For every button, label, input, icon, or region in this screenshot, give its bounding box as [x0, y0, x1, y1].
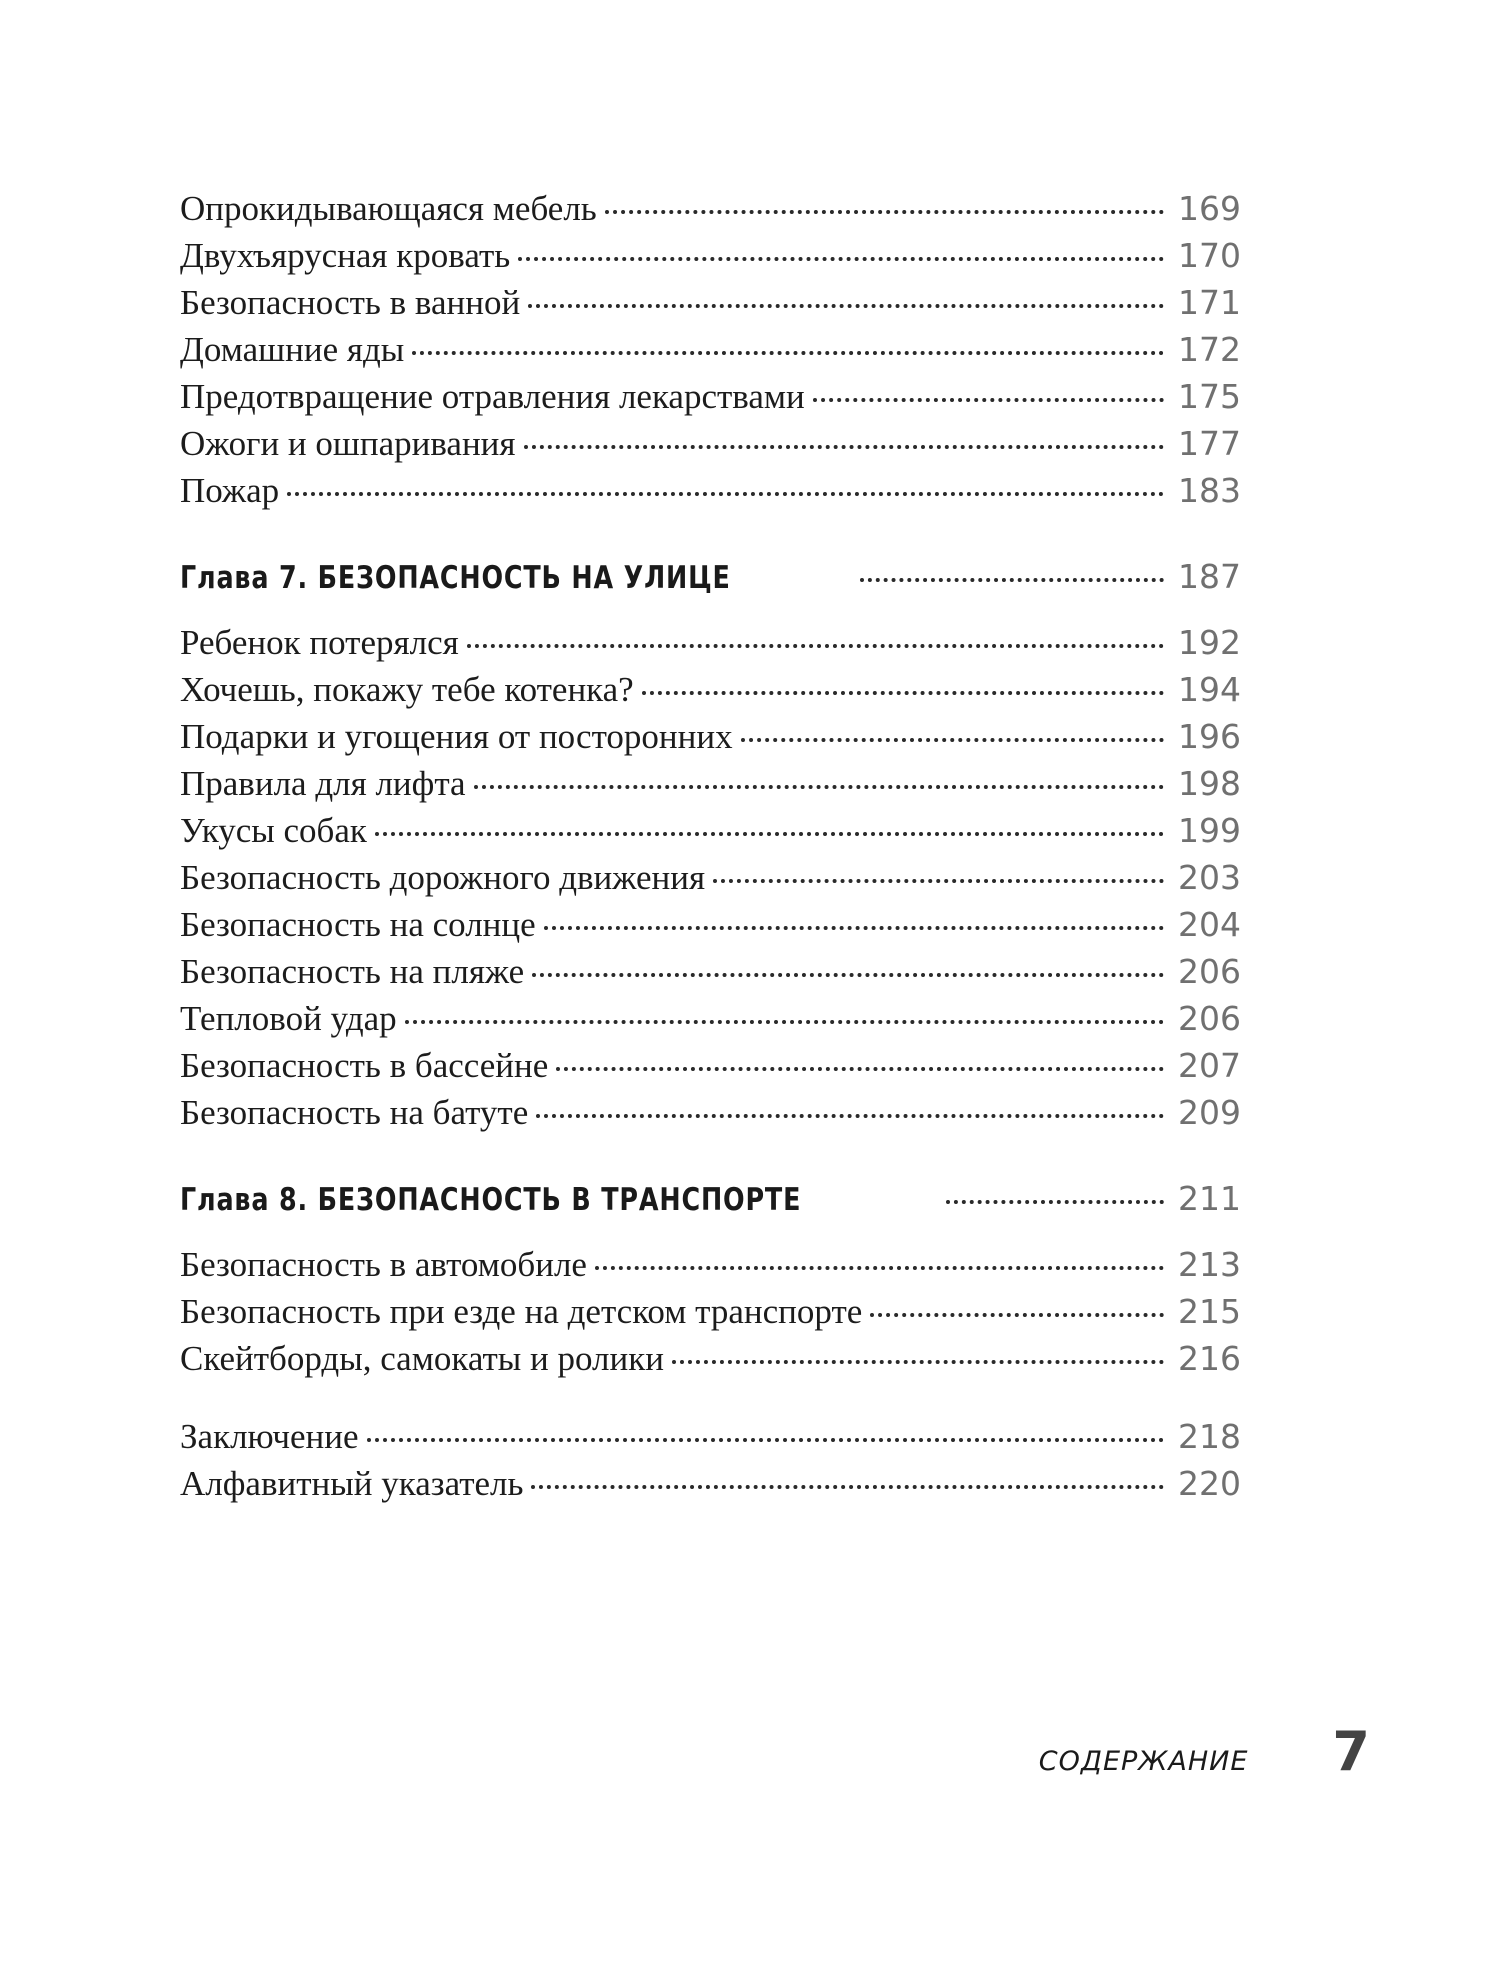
dot-leader — [531, 1485, 1164, 1489]
toc-entry[interactable] — [180, 1042, 1240, 1089]
toc-entry-page: 199 — [1178, 811, 1241, 850]
toc-entry[interactable] — [180, 1288, 1240, 1335]
toc-entry-page: 169 — [1178, 189, 1241, 228]
dot-leader — [713, 879, 1164, 883]
toc-entry-title: Безопасность при езде на детском транспорте — [180, 1292, 863, 1331]
toc-entry[interactable] — [180, 373, 1240, 420]
toc-entry-title: Алфавитный указатель — [180, 1464, 524, 1503]
dot-leader — [474, 785, 1164, 789]
toc-entry-title: Домашние яды — [180, 330, 405, 369]
toc-entry-title: Безопасность на батуте — [180, 1093, 529, 1132]
dot-leader — [524, 445, 1164, 449]
dot-leader — [544, 926, 1164, 930]
toc-entry-title: Тепловой удар — [180, 999, 397, 1038]
dot-leader — [532, 973, 1164, 977]
toc-entry-title: Опрокидывающаяся мебель — [180, 189, 597, 228]
toc-entry-title: Предотвращение отравления лекарствами — [180, 377, 805, 416]
toc-group-back-matter — [180, 1413, 1240, 1507]
dot-leader — [287, 492, 1164, 496]
toc-entry-page: 192 — [1178, 623, 1241, 662]
toc-chapter-8[interactable] — [180, 1169, 1240, 1229]
toc-entry-page: 203 — [1178, 858, 1241, 897]
toc-entry[interactable] — [180, 232, 1240, 279]
toc-entry-page: 172 — [1178, 330, 1241, 369]
running-head: СОДЕРЖАНИЕ — [1038, 1746, 1249, 1777]
toc-entry-title: Безопасность на солнце — [180, 905, 536, 944]
dot-leader — [367, 1438, 1165, 1442]
toc-entry[interactable] — [180, 326, 1240, 373]
toc-entry[interactable] — [180, 1335, 1240, 1382]
spacer — [180, 514, 1240, 547]
toc-entry-page: 177 — [1178, 424, 1241, 463]
toc-chapter-7[interactable] — [180, 547, 1240, 607]
toc-entry-title: Двухъярусная кровать — [180, 236, 511, 275]
table-of-contents — [180, 185, 1240, 1507]
toc-entry-page: 206 — [1178, 952, 1241, 991]
toc-entry-title: Ребенок потерялся — [180, 623, 459, 662]
toc-entry-page: 198 — [1178, 764, 1241, 803]
toc-entry-page: 218 — [1178, 1417, 1241, 1456]
dot-leader — [595, 1266, 1164, 1270]
chapter-page: 211 — [1178, 1179, 1241, 1218]
dot-leader — [412, 351, 1164, 355]
toc-entry-title: Безопасность в ванной — [180, 283, 521, 322]
toc-entry-title: Правила для лифта — [180, 764, 466, 803]
chapter-title: Глава 7. БЕЗОПАСНОСТЬ НА УЛИЦЕ — [180, 560, 731, 596]
toc-entry-page: 213 — [1178, 1245, 1241, 1284]
dot-leader — [518, 257, 1164, 261]
toc-entry[interactable] — [180, 279, 1240, 326]
spacer — [180, 1382, 1240, 1413]
toc-entry[interactable] — [180, 666, 1240, 713]
toc-entry-page: 183 — [1178, 471, 1241, 510]
dot-leader — [605, 210, 1164, 214]
toc-entry-title: Скейтборды, самокаты и ролики — [180, 1339, 664, 1378]
toc-entry[interactable] — [180, 948, 1240, 995]
dot-leader — [536, 1114, 1164, 1118]
toc-entry-page: 170 — [1178, 236, 1241, 275]
toc-group-home-safety — [180, 185, 1240, 514]
toc-entry[interactable] — [180, 854, 1240, 901]
toc-entry-page: 204 — [1178, 905, 1241, 944]
toc-entry-page: 209 — [1178, 1093, 1241, 1132]
toc-entry-page: 215 — [1178, 1292, 1241, 1331]
toc-entry[interactable] — [180, 995, 1240, 1042]
toc-entry-page: 194 — [1178, 670, 1241, 709]
toc-entry-page: 207 — [1178, 1046, 1241, 1085]
toc-entry-page: 171 — [1178, 283, 1241, 322]
page-number: 7 — [1332, 1720, 1370, 1783]
toc-entry-title: Подарки и угощения от посторонних — [180, 717, 733, 756]
dot-leader — [375, 832, 1164, 836]
dot-leader — [741, 738, 1164, 742]
toc-entry[interactable] — [180, 1460, 1240, 1507]
toc-entry-page: 220 — [1178, 1464, 1241, 1503]
dot-leader — [405, 1020, 1164, 1024]
toc-entry[interactable] — [180, 185, 1240, 232]
page-footer — [1039, 1720, 1370, 1783]
dot-leader — [813, 398, 1164, 402]
toc-group-transport-safety — [180, 1241, 1240, 1382]
toc-entry-page: 196 — [1178, 717, 1241, 756]
dot-leader — [556, 1067, 1164, 1071]
dot-leader — [467, 644, 1164, 648]
dot-leader — [672, 1360, 1164, 1364]
spacer — [180, 607, 1240, 619]
spacer — [180, 1229, 1240, 1241]
toc-entry[interactable] — [180, 713, 1240, 760]
spacer — [180, 1136, 1240, 1169]
toc-entry-title: Пожар — [180, 471, 280, 510]
dot-leader — [860, 578, 1164, 582]
toc-entry-page: 175 — [1178, 377, 1241, 416]
toc-entry-title: Безопасность дорожного движения — [180, 858, 706, 897]
toc-entry[interactable] — [180, 619, 1240, 666]
toc-entry-page: 206 — [1178, 999, 1241, 1038]
dot-leader — [870, 1313, 1164, 1317]
toc-entry-title: Укусы собак — [180, 811, 367, 850]
toc-entry[interactable] — [180, 420, 1240, 467]
chapter-page: 187 — [1178, 557, 1241, 596]
toc-entry[interactable] — [180, 901, 1240, 948]
dot-leader — [642, 691, 1164, 695]
toc-entry[interactable] — [180, 467, 1240, 514]
toc-entry[interactable] — [180, 760, 1240, 807]
toc-entry[interactable] — [180, 1413, 1240, 1460]
toc-entry-title: Безопасность в бассейне — [180, 1046, 549, 1085]
dot-leader — [946, 1200, 1164, 1204]
toc-entry[interactable] — [180, 1241, 1240, 1288]
toc-entry-page: 216 — [1178, 1339, 1241, 1378]
toc-entry[interactable] — [180, 1089, 1240, 1136]
toc-group-street-safety — [180, 619, 1240, 1136]
toc-entry-title: Безопасность на пляже — [180, 952, 525, 991]
toc-entry-title: Хочешь, покажу тебе котенка? — [180, 670, 634, 709]
toc-entry-title: Безопасность в автомобиле — [180, 1245, 587, 1284]
toc-entry-title: Ожоги и ошпаривания — [180, 424, 516, 463]
chapter-title: Глава 8. БЕЗОПАСНОСТЬ В ТРАНСПОРТЕ — [180, 1182, 802, 1218]
dot-leader — [528, 304, 1164, 308]
toc-entry-title: Заключение — [180, 1417, 359, 1456]
toc-entry[interactable] — [180, 807, 1240, 854]
